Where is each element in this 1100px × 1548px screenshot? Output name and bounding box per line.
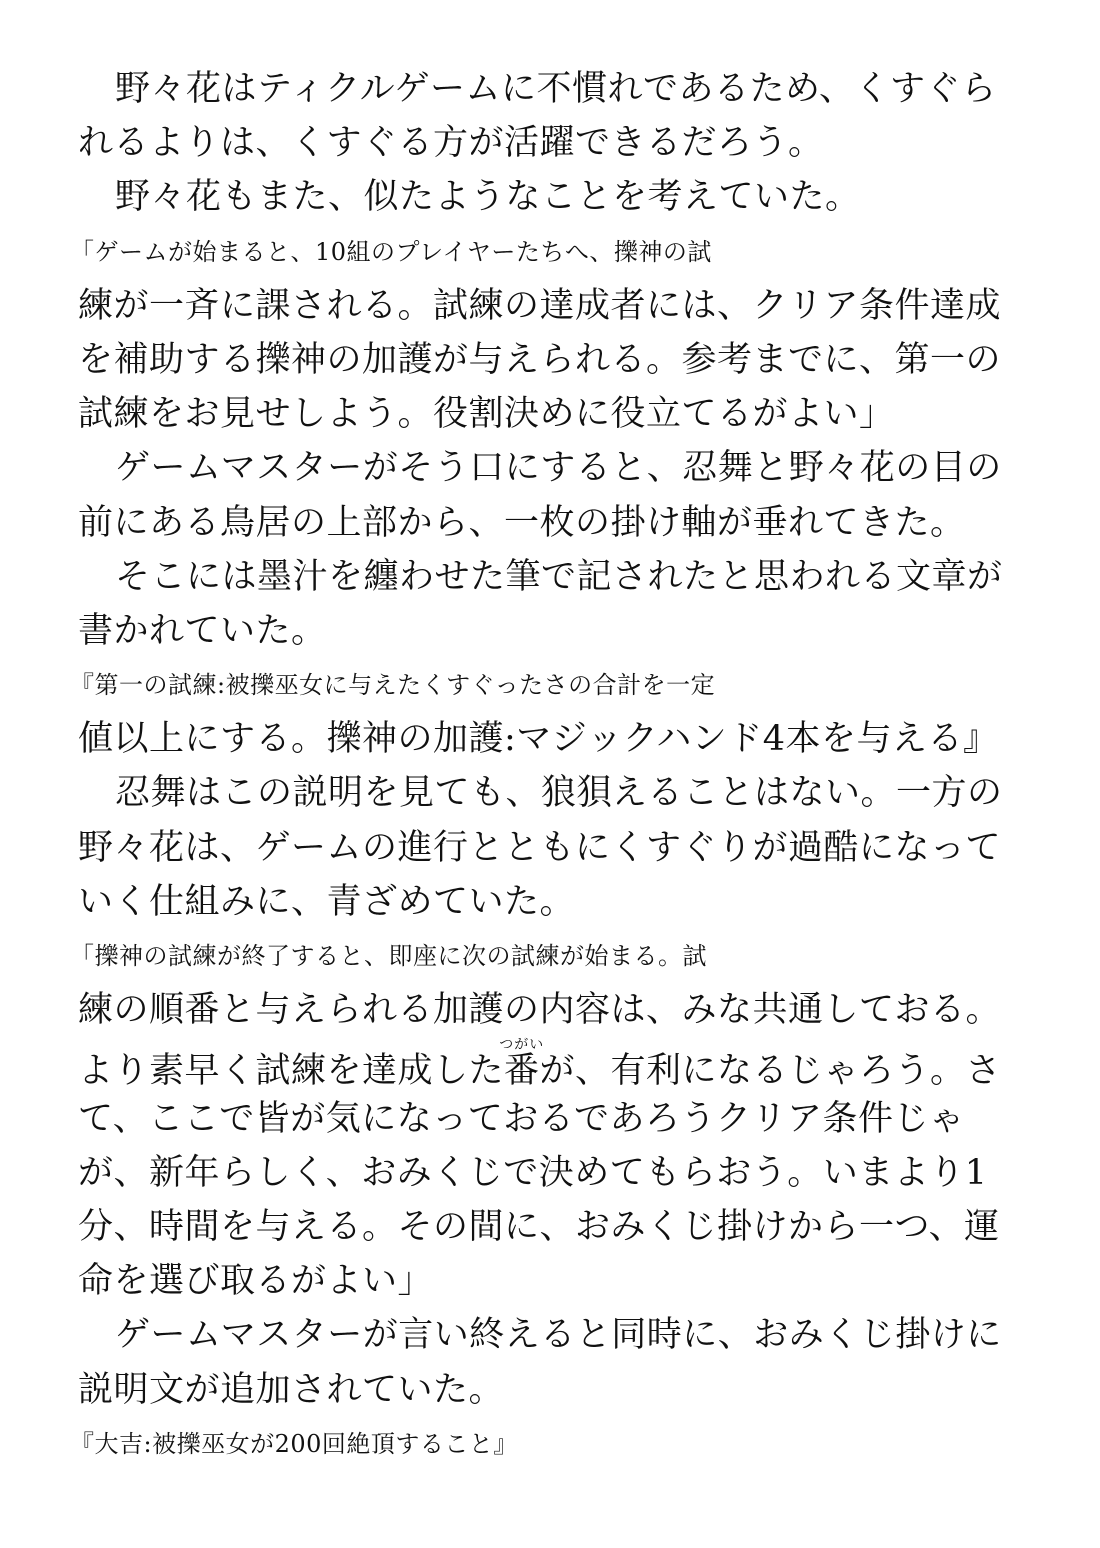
text-line: ゲームマスターが言い終えると同時に、おみくじ掛けに — [115, 1315, 1002, 1356]
text-line: 『第一の試練:被擽巫女に与えたくすぐったさの合計を一定 — [70, 671, 716, 700]
text-line: が、新年らしく、おみくじで決めてもらおう。いまより1 — [78, 1152, 988, 1193]
text-line-with-ruby — [78, 1037, 1038, 1091]
text-line: 野々花は、ゲームの進行とともにくすぐりが過酷になって — [78, 827, 1002, 868]
text-line: 練の順番と与えられる加護の内容は、みな共通しておる。 — [78, 990, 1002, 1031]
text-segment: より素早く試練を達成した — [78, 1051, 505, 1092]
text-line: いく仕組みに、青ざめていた。 — [78, 881, 576, 922]
text-line: 『大吉:被擽巫女が200回絶頂すること』 — [70, 1429, 518, 1458]
text-line: 命を選び取るがよい」 — [78, 1261, 434, 1302]
ruby-reading: つがい — [499, 1037, 545, 1054]
text-line: 分、時間を与える。その間に、おみくじ掛けから一つ、運 — [78, 1206, 1000, 1247]
text-line: 野々花はティクルゲームに不慣れであるため、くすぐら — [115, 69, 997, 109]
text-segment: が、有利になるじゃろう。さ — [539, 1051, 1002, 1092]
text-line: 練が一斉に課される。試練の達成者には、クリア条件達成 — [78, 285, 1002, 326]
text-line: 野々花もまた、似たようなことを考えていた。 — [115, 177, 861, 218]
text-line: て、ここで皆が気になっておるであろうクリア条件じゃ — [78, 1098, 965, 1139]
text-line: 「擽神の試練が終了すると、即座に次の試練が始まる。試 — [70, 942, 707, 970]
text-line: 書かれていた。 — [78, 610, 327, 651]
text-line: 値以上にする。擽神の加護:マジックハンド4本を与える』 — [78, 719, 999, 760]
body-text — [70, 62, 1038, 1471]
text-line: れるよりは、くすぐる方が活躍できるだろう。 — [78, 123, 824, 164]
text-line: 試練をお見せしよう。役割決めに役立てるがよい」 — [78, 394, 895, 435]
text-line: 前にある鳥居の上部から、一枚の掛け軸が垂れてきた。 — [78, 502, 966, 543]
text-line: 「ゲームが始まると、10組のプレイヤーたちへ、擽神の試 — [70, 237, 712, 266]
ruby-annotation — [499, 1037, 545, 1092]
text-line: を補助する擽神の加護が与えられる。参考までに、第一の — [78, 339, 1002, 380]
text-line: ゲームマスターがそう口にすると、忍舞と野々花の目の — [115, 448, 1002, 489]
text-line: 説明文が追加されていた。 — [78, 1369, 505, 1410]
text-line: そこには墨汁を纏わせた筆で記されたと思われる文章が — [115, 556, 1003, 597]
ruby-base: 番 — [499, 1051, 545, 1092]
text-line: 忍舞はこの説明を見ても、狼狽えることはない。一方の — [115, 773, 1003, 814]
